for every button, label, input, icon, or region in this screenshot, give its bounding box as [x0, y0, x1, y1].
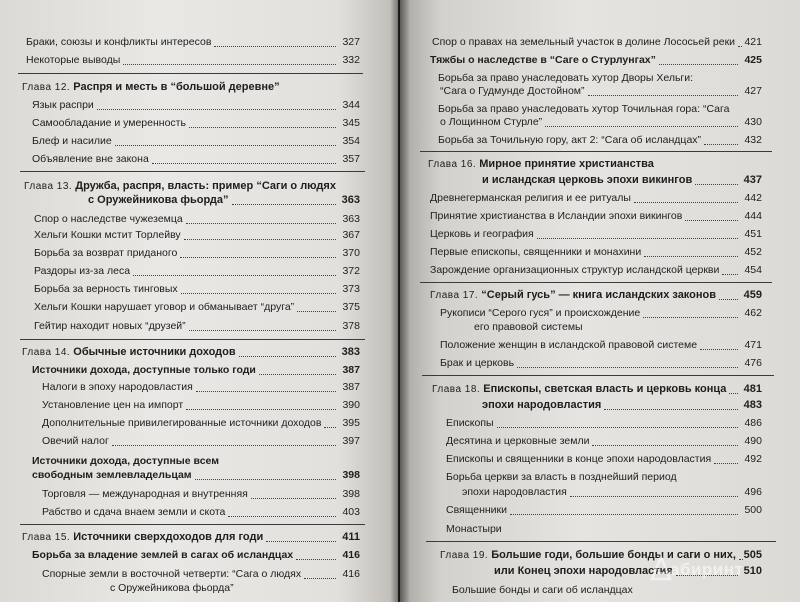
toc-entry — [32, 135, 360, 148]
entry-title: Борьба за право унаследовать хутор Дворы Хельги: — [438, 72, 694, 84]
toc-entry — [446, 453, 762, 466]
toc-entry — [474, 321, 583, 334]
chapter-number: Глава 14. — [22, 347, 71, 358]
labirint-logo-icon — [650, 555, 672, 581]
entry-title: Борьба за владение землей в сагах об исландцах — [32, 549, 294, 561]
page-number: 451 — [744, 228, 762, 240]
page-number: 492 — [744, 453, 762, 465]
toc-entry — [32, 153, 360, 166]
entry-title: Спор о правах на земельный участок в долине Лососьей реки — [432, 36, 736, 48]
page-number: 367 — [342, 229, 360, 241]
toc-entry — [462, 486, 762, 499]
page-number: 500 — [744, 504, 762, 516]
chapter-heading — [22, 81, 280, 94]
page-number: 363 — [342, 213, 360, 225]
entry-title: Объявление вне закона — [32, 153, 149, 165]
toc-entry — [42, 488, 360, 501]
section-divider — [420, 282, 772, 283]
leader-dots — [184, 239, 336, 240]
chapter-heading — [22, 531, 360, 544]
chapter-heading — [432, 383, 762, 396]
page-number: 452 — [744, 246, 762, 258]
entry-title: эпохи народовластия — [462, 486, 567, 498]
entry-title: Большие бонды и саги об исландцах — [452, 584, 633, 596]
entry-title: Древнегерманская религия и ее ритуалы — [430, 192, 631, 204]
toc-entry — [446, 504, 762, 517]
leader-dots — [112, 445, 336, 446]
leader-dots — [152, 163, 336, 164]
page-number: 344 — [342, 99, 360, 111]
page-number: 370 — [342, 247, 360, 259]
leader-dots — [181, 293, 336, 294]
page-number: 375 — [342, 301, 360, 313]
page-number: 454 — [744, 264, 762, 276]
page-number: 483 — [743, 399, 762, 411]
entry-title: с Оружейникова фьорда” — [110, 582, 234, 594]
entry-title: Первые епископы, священники и монахини — [430, 246, 642, 258]
toc-entry — [438, 134, 762, 147]
toc-entry — [432, 36, 762, 49]
entry-title: Борьба за верность тинговых — [34, 283, 178, 295]
chapter-number: Глава 18. — [432, 384, 481, 395]
page-number: 421 — [744, 36, 762, 48]
page-number: 372 — [342, 265, 360, 277]
page-number: 416 — [342, 568, 360, 580]
page-number: 387 — [342, 381, 360, 393]
toc-entry — [440, 85, 762, 98]
entry-title: Источники сверхдоходов для годи — [73, 531, 264, 543]
leader-dots — [266, 541, 336, 542]
page-number: 481 — [743, 383, 762, 395]
leader-dots — [115, 145, 336, 146]
entry-title: Самообладание и умеренность — [32, 117, 186, 129]
leader-dots — [232, 204, 336, 205]
entry-title: Мирное принятие христианства — [479, 158, 654, 170]
toc-entry — [32, 117, 360, 130]
toc-entry — [438, 103, 729, 116]
page-number: 490 — [744, 435, 762, 447]
entry-title: Овечий налог — [42, 435, 109, 447]
toc-entry — [26, 54, 360, 67]
page-number: 373 — [342, 283, 360, 295]
entry-title: Брак и церковь — [440, 357, 515, 369]
entry-title: Епископы и священники в конце эпохи народовластия — [446, 453, 712, 465]
page-number: 398 — [342, 488, 360, 500]
entry-title: Язык распри — [32, 99, 94, 111]
toc-entry — [42, 435, 360, 448]
leader-dots — [604, 409, 738, 410]
page-number: 459 — [743, 289, 762, 301]
chapter-heading — [24, 180, 336, 193]
entry-title: Епископы — [446, 417, 494, 429]
toc-entry — [26, 36, 360, 49]
leader-dots — [189, 330, 336, 331]
leader-dots — [685, 220, 738, 221]
watermark-text: абиринт — [670, 560, 744, 579]
page-number: 444 — [744, 210, 762, 222]
subsection-heading — [32, 455, 219, 468]
page-number: 471 — [744, 339, 762, 351]
leader-dots — [588, 95, 738, 96]
page-number: 398 — [342, 469, 360, 481]
toc-entry — [34, 283, 360, 296]
entry-title: Блеф и насилие — [32, 135, 112, 147]
entry-title: Браки, союзы и конфликты интересов — [26, 36, 212, 48]
page-number: 432 — [744, 134, 762, 146]
toc-entry — [34, 213, 360, 226]
page-number: 476 — [744, 357, 762, 369]
toc-entry — [32, 99, 360, 112]
subsection-heading — [430, 54, 762, 67]
leader-dots — [97, 109, 336, 110]
leader-dots — [634, 202, 738, 203]
page-number: 354 — [342, 135, 360, 147]
toc-entry — [34, 265, 360, 278]
page-number: 327 — [342, 36, 360, 48]
entry-title: Зарождение организационных структур исландской церкви — [430, 264, 720, 276]
toc-entry — [430, 264, 762, 277]
entry-title: Хельги Кошки нарушает уговор и обманывает “друга” — [34, 301, 295, 313]
page-number: 411 — [342, 531, 360, 543]
chapter-number: Глава 19. — [440, 550, 489, 561]
leader-dots — [196, 391, 336, 392]
chapter-heading — [482, 399, 762, 412]
toc-entry — [446, 523, 502, 536]
page-number: 397 — [342, 435, 360, 447]
page-number: 395 — [342, 417, 360, 429]
chapter-number: Глава 16. — [428, 159, 477, 170]
chapter-number: Глава 12. — [22, 82, 71, 93]
toc-entry — [440, 357, 762, 370]
leader-dots — [186, 409, 336, 410]
leader-dots — [592, 445, 738, 446]
leader-dots — [517, 367, 738, 368]
entry-title: Источники дохода, доступные всем — [32, 455, 220, 467]
page-number: 390 — [342, 399, 360, 411]
leader-dots — [239, 356, 336, 357]
subsection-heading — [32, 469, 360, 482]
toc-entry — [430, 192, 762, 205]
leader-dots — [251, 498, 336, 499]
page-number: 345 — [342, 117, 360, 129]
page-number: 332 — [342, 54, 360, 66]
entry-title: Установление цен на импорт — [42, 399, 184, 411]
entry-title: Десятина и церковные земли — [446, 435, 590, 447]
section-divider — [20, 171, 365, 172]
entry-title: Источники дохода, доступные только годи — [32, 364, 256, 376]
leader-dots — [180, 257, 336, 258]
toc-entry — [34, 247, 360, 260]
section-divider — [20, 339, 365, 340]
entry-title: Налоги в эпоху народовластия — [42, 381, 193, 393]
entry-title: “Серый гусь” — книга исландских законов — [481, 289, 717, 301]
entry-title: и исландская церковь эпохи викингов — [482, 174, 693, 186]
toc-entry — [42, 506, 360, 519]
page-number: 437 — [743, 174, 762, 186]
toc-entry — [42, 381, 360, 394]
subsection-heading — [32, 549, 360, 562]
toc-entry — [446, 471, 677, 484]
leader-dots — [510, 514, 738, 515]
page-number: 357 — [342, 153, 360, 165]
entry-title: о Лощинном Стурле” — [440, 116, 543, 128]
page-number: 363 — [341, 194, 360, 206]
leader-dots — [570, 496, 738, 497]
section-divider — [422, 375, 774, 376]
leader-dots — [123, 64, 336, 65]
chapter-heading — [482, 174, 762, 187]
section-divider — [20, 524, 365, 525]
chapter-number: Глава 17. — [430, 290, 479, 301]
entry-title: Монастыри — [446, 523, 502, 535]
leader-dots — [259, 374, 336, 375]
leader-dots — [186, 223, 336, 224]
chapter-heading — [88, 194, 360, 207]
chapter-heading — [430, 289, 762, 302]
entry-title: Принятие христианства в Исландии эпохи викингов — [430, 210, 683, 222]
entry-title: Дружба, распря, власть: пример “Саги о людях — [75, 180, 336, 192]
entry-title: Торговля — международная и внутренняя — [42, 488, 248, 500]
toc-entry — [42, 568, 360, 581]
page-number: 387 — [342, 364, 360, 376]
section-divider — [18, 73, 363, 74]
toc-entry — [440, 339, 762, 352]
entry-title: его правовой системы — [474, 321, 583, 333]
section-divider — [420, 151, 772, 152]
page-number: 442 — [744, 192, 762, 204]
entry-title: Распря и месть в “большой деревне” — [73, 81, 280, 93]
entry-title: Обычные источники доходов — [73, 346, 236, 358]
toc-entry — [430, 246, 762, 259]
subsection-heading — [32, 364, 360, 377]
entry-title: Большие годи, большие бонды и саги о них, — [491, 549, 736, 561]
entry-title: Церковь и география — [430, 228, 534, 240]
entry-title: Борьба за Точильную гору, акт 2: “Сага об исландцах” — [438, 134, 702, 146]
toc-entry — [34, 301, 360, 314]
toc-entry — [34, 229, 360, 242]
page-number: 425 — [744, 54, 762, 66]
entry-title: Спор о наследстве чужеземца — [34, 213, 183, 225]
entry-title: Положение женщин в исландской правовой системе — [440, 339, 698, 351]
entry-title: Дополнительные привилегированные источники доходов — [42, 417, 322, 429]
leader-dots — [214, 46, 336, 47]
entry-title: Тяжбы о наследстве в “Саге о Стурлунгах” — [430, 54, 656, 66]
book-gutter — [390, 0, 410, 602]
page-number: 403 — [342, 506, 360, 518]
toc-entry — [446, 435, 762, 448]
page-number: 427 — [744, 85, 762, 97]
toc-entry — [430, 210, 762, 223]
leader-dots — [659, 64, 738, 65]
toc-entry — [438, 72, 693, 85]
leader-dots — [189, 127, 336, 128]
entry-title: Некоторые выводы — [26, 54, 121, 66]
entry-title: Борьба церкви за власть в позднейший период — [446, 471, 677, 483]
entry-title: Рукописи “Серого гуся” и происхождение — [440, 307, 641, 319]
entry-title: Хельги Кошки мстит Торлейву — [34, 229, 181, 241]
page-number: 383 — [341, 346, 360, 358]
leader-dots — [545, 126, 738, 127]
page-number: 378 — [342, 320, 360, 332]
leader-dots — [643, 317, 738, 318]
toc-entry — [430, 228, 762, 241]
toc-entry — [42, 399, 360, 412]
toc-entry — [34, 320, 360, 333]
page-number: 510 — [743, 565, 762, 577]
leader-dots — [497, 427, 738, 428]
leader-dots — [537, 238, 738, 239]
toc-entry — [110, 582, 234, 595]
chapter-number: Глава 13. — [24, 181, 73, 192]
entry-title: Раздоры из-за леса — [34, 265, 131, 277]
chapter-heading — [428, 158, 654, 171]
toc-entry — [440, 307, 762, 320]
entry-title: с Оружейникова фьорда” — [88, 194, 229, 206]
leader-dots — [228, 516, 336, 517]
page-number: 486 — [744, 417, 762, 429]
entry-title: Гейтир находит новых “друзей” — [34, 320, 186, 332]
entry-title: Священники — [446, 504, 508, 516]
leader-dots — [644, 256, 738, 257]
entry-title: свободным землевладельцам — [32, 469, 192, 481]
page-number: 430 — [744, 116, 762, 128]
page-number: 505 — [743, 549, 762, 561]
section-divider — [426, 541, 776, 542]
entry-title: или Конец эпохи народовластия — [494, 565, 673, 577]
page-number: 462 — [744, 307, 762, 319]
page-number: 416 — [342, 549, 360, 561]
chapter-number: Глава 15. — [22, 532, 71, 543]
entry-title: Спорные земли в восточной четверти: “Сага о людях — [42, 568, 302, 580]
leader-dots — [133, 275, 336, 276]
toc-entry — [452, 584, 633, 597]
entry-title: “Сага о Гудмунде Достойном” — [440, 85, 585, 97]
toc-entry — [446, 417, 762, 430]
toc-entry — [440, 116, 762, 129]
toc-entry — [42, 417, 360, 430]
entry-title: Епископы, светская власть и церковь конца — [483, 383, 727, 395]
entry-title: эпохи народовластия — [482, 399, 602, 411]
entry-title: Борьба за возврат приданого — [34, 247, 178, 259]
page-number: 496 — [744, 486, 762, 498]
leader-dots — [195, 479, 336, 480]
entry-title: Борьба за право унаследовать хутор Точильная гора: “Сага — [438, 103, 730, 115]
chapter-heading — [22, 346, 360, 359]
entry-title: Рабство и сдача внаем земли и скота — [42, 506, 226, 518]
